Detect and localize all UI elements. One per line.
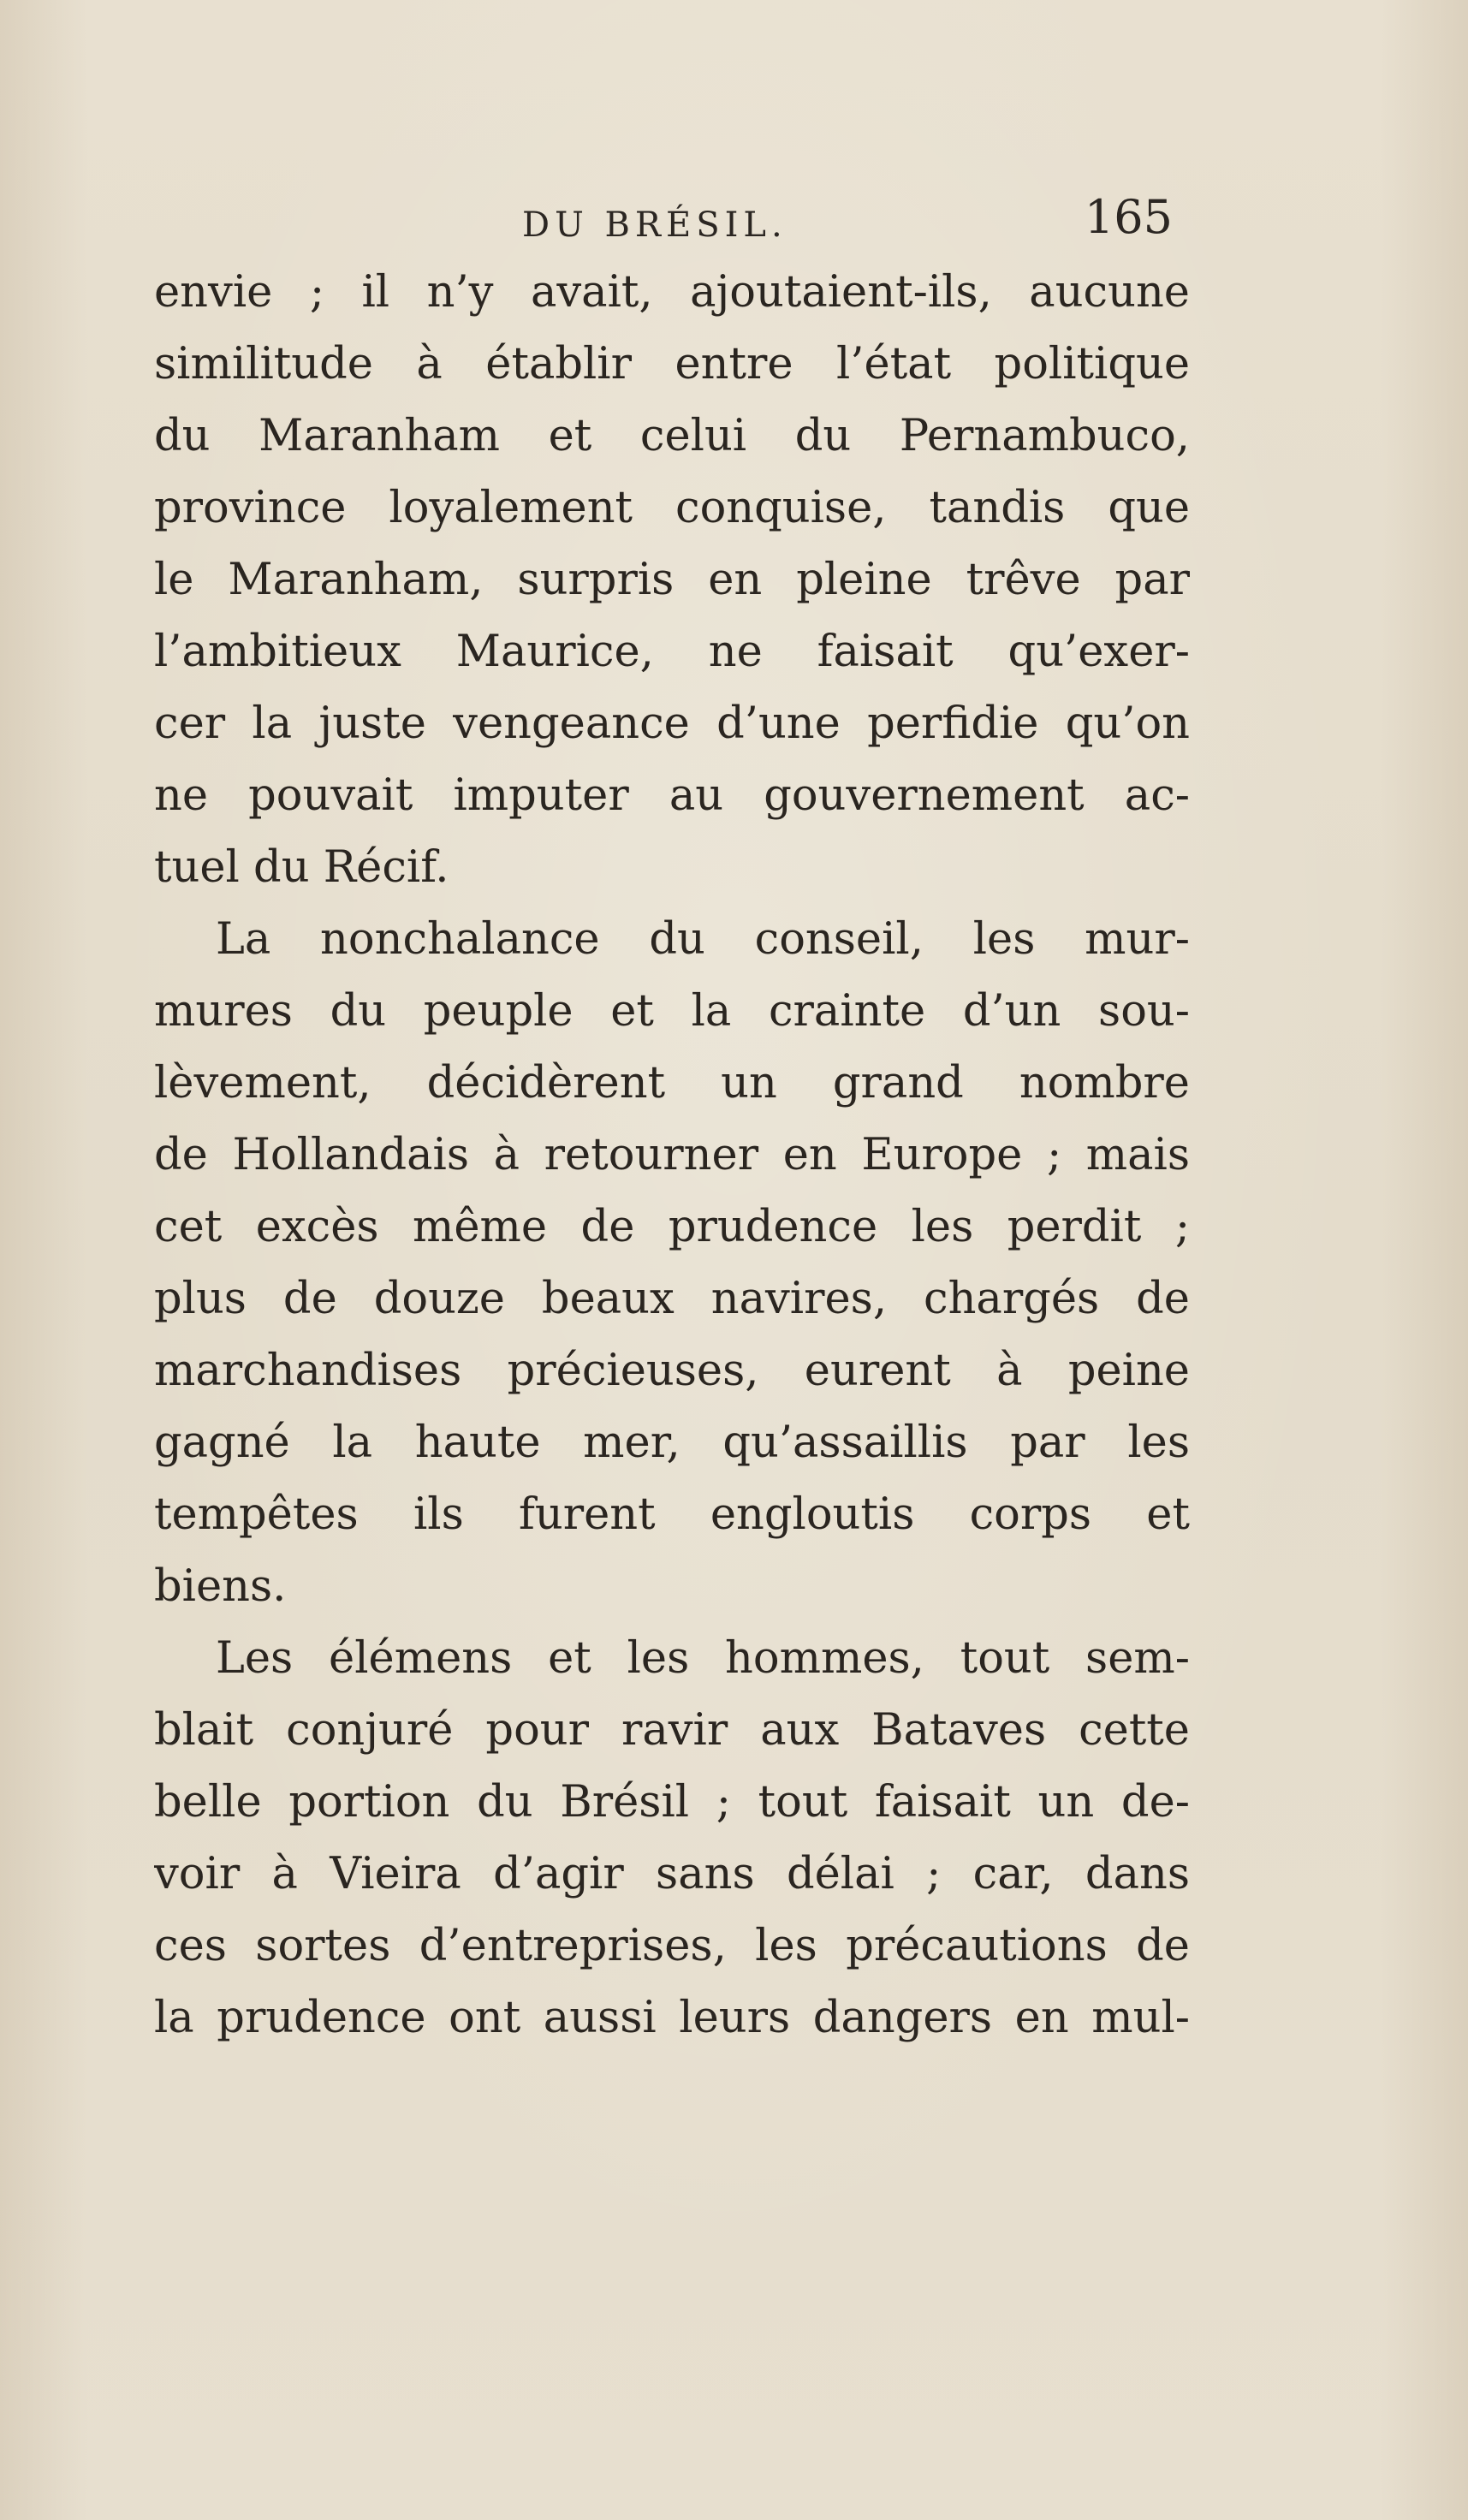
text-line: biens. xyxy=(154,1561,287,1612)
text-line: similitude à établir entre l’état politique xyxy=(154,339,1190,389)
text-line: tuel du Récif. xyxy=(154,842,449,893)
text-line: de Hollandais à retourner en Europe ; mais xyxy=(154,1130,1190,1180)
text-line: belle portion du Brésil ; tout faisait un de- xyxy=(154,1777,1190,1828)
text-line: marchandises précieuses, eurent à peine xyxy=(154,1346,1190,1396)
text-line: blait conjuré pour ravir aux Bataves cette xyxy=(154,1705,1190,1756)
text-line: plus de douze beaux navires, chargés de xyxy=(154,1274,1190,1324)
page-header xyxy=(154,190,1173,248)
text-line: du Maranham et celui du Pernambuco, xyxy=(154,411,1190,461)
text-line: le Maranham, surpris en pleine trêve par xyxy=(154,555,1190,605)
text-line: la prudence ont aussi leurs dangers en mul- xyxy=(154,1993,1190,2043)
text-line: envie ; il n’y avait, ajoutaient-ils, aucune xyxy=(154,267,1190,318)
text-line: ces sortes d’entreprises, les précautions de xyxy=(154,1921,1190,1971)
text-line: voir à Vieira d’agir sans délai ; car, dans xyxy=(154,1849,1190,1899)
text-line: province loyalement conquise, tandis que xyxy=(154,483,1190,533)
paragraph-start-line: Les élémens et les hommes, tout sem- xyxy=(216,1633,1190,1684)
text-line: cer la juste vengeance d’une perfidie qu’on xyxy=(154,698,1190,749)
body-text xyxy=(154,257,1190,2054)
text-line: tempêtes ils furent engloutis corps et xyxy=(154,1489,1190,1540)
page-number: 165 xyxy=(1084,190,1173,244)
text-line: l’ambitieux Maurice, ne faisait qu’exer- xyxy=(154,627,1190,677)
text-line: ne pouvait imputer au gouvernement ac- xyxy=(154,770,1190,821)
text-line: lèvement, décidèrent un grand nombre xyxy=(154,1058,1190,1108)
text-line: gagné la haute mer, qu’assaillis par les xyxy=(154,1418,1190,1468)
running-head: DU BRÉSIL. xyxy=(522,205,787,245)
text-line: cet excès même de prudence les perdit ; xyxy=(154,1202,1190,1252)
paragraph-start-line: La nonchalance du conseil, les mur- xyxy=(216,914,1190,965)
text-line: mures du peuple et la crainte d’un sou- xyxy=(154,986,1190,1037)
